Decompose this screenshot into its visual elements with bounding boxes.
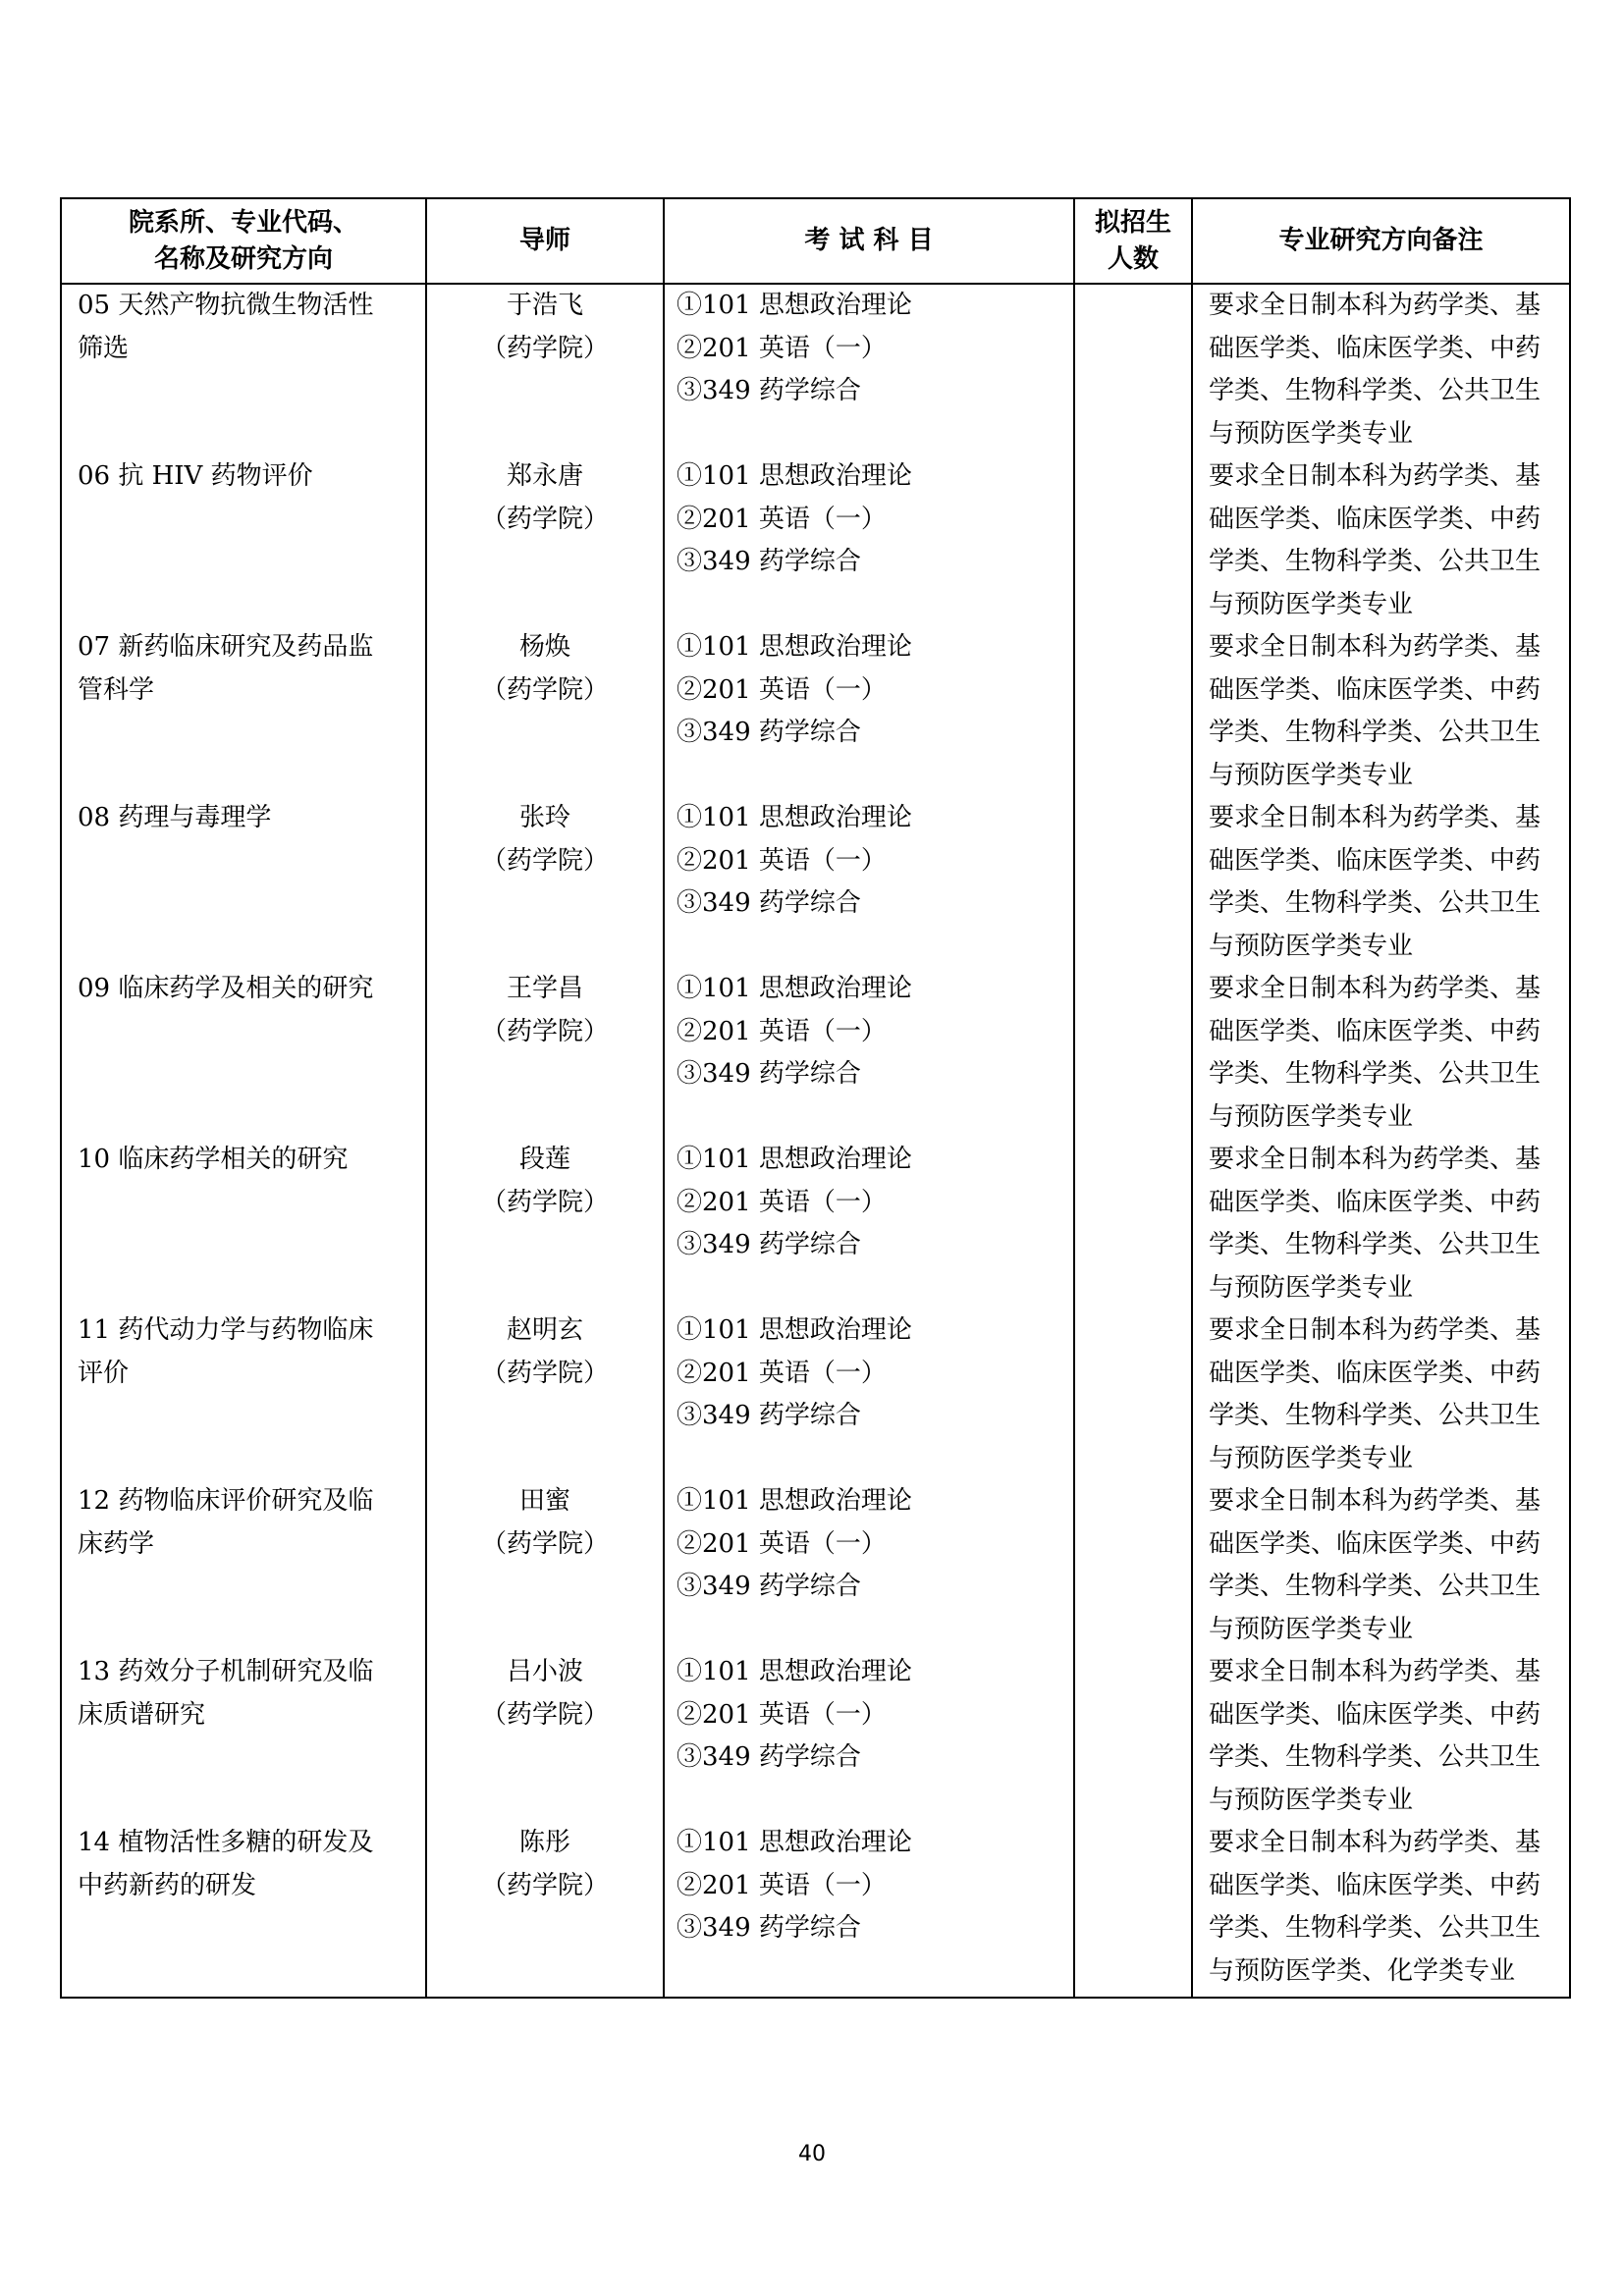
supervisor-affiliation: （药学院）: [480, 1358, 609, 1388]
supervisor-affiliation: （药学院）: [480, 845, 609, 876]
supervisor-affiliation: （药学院）: [480, 1187, 609, 1217]
notes-cell: [1192, 284, 1570, 455]
exam-subject: ②201 英语（一）: [677, 1699, 887, 1730]
exam-subject: ③349 药学综合: [677, 718, 861, 747]
exam-subject: ②201 英语（一）: [677, 504, 887, 534]
table-row: [61, 1309, 1570, 1480]
quota-cell: [1074, 1139, 1192, 1309]
exam-subject: ②201 英语（一）: [677, 845, 887, 876]
quota-cell: [1074, 626, 1192, 797]
note-line: 与预防医学类、化学类专业: [1209, 1955, 1516, 1986]
header-quota-line-1: 拟招生: [1094, 207, 1171, 238]
supervisor-name: 陈彤: [518, 1828, 570, 1857]
research-direction-line: 中药新药的研发: [78, 1870, 257, 1900]
exam-subjects-cell: [664, 1309, 1074, 1480]
exam-subject: ③349 药学综合: [677, 1230, 861, 1259]
research-direction-line: 床药学: [78, 1528, 155, 1559]
research-direction-cell: [61, 1822, 426, 1998]
note-line: 学类、生物科学类、公共卫生: [1209, 1913, 1542, 1943]
research-direction-line: 管科学: [78, 674, 155, 705]
research-direction-cell: [61, 1139, 426, 1309]
supervisor-cell: [426, 1651, 664, 1822]
note-line: 学类、生物科学类、公共卫生: [1209, 1059, 1542, 1089]
note-line: 学类、生物科学类、公共卫生: [1209, 1401, 1542, 1430]
note-line: 要求全日制本科为药学类、基: [1209, 974, 1542, 1003]
exam-subject: ③349 药学综合: [677, 888, 861, 918]
header-subjects: 考 试 科 目: [664, 198, 1074, 284]
exam-subject: ①101 思想政治理论: [677, 803, 912, 832]
table-row: [61, 455, 1570, 626]
research-direction-cell: [61, 284, 426, 455]
note-line: 要求全日制本科为药学类、基: [1209, 632, 1542, 662]
table-row: [61, 1822, 1570, 1998]
note-line: 学类、生物科学类、公共卫生: [1209, 1230, 1542, 1259]
page-number: 40: [798, 2142, 826, 2166]
research-direction-cell: [61, 1480, 426, 1651]
exam-subject: ②201 英语（一）: [677, 333, 887, 363]
exam-subject: ③349 药学综合: [677, 547, 861, 576]
research-direction-line: 14 植物活性多糖的研发及: [78, 1828, 374, 1857]
supervisor-affiliation: （药学院）: [480, 1016, 609, 1046]
research-direction-cell: [61, 1651, 426, 1822]
table-row: [61, 284, 1570, 455]
exam-subject: ③349 药学综合: [677, 376, 861, 405]
exam-subject: ②201 英语（一）: [677, 1016, 887, 1046]
exam-subjects-cell: [664, 284, 1074, 455]
research-direction-line: 07 新药临床研究及药品监: [78, 632, 374, 662]
note-line: 础医学类、临床医学类、中药: [1209, 333, 1542, 363]
note-line: 要求全日制本科为药学类、基: [1209, 1315, 1542, 1345]
supervisor-cell: [426, 1309, 664, 1480]
exam-subject: ②201 英语（一）: [677, 1870, 887, 1900]
note-line: 学类、生物科学类、公共卫生: [1209, 1742, 1542, 1772]
header-notes: 专业研究方向备注: [1192, 198, 1570, 284]
research-direction-line: 06 抗 HIV 药物评价: [78, 461, 313, 491]
note-line: 础医学类、临床医学类、中药: [1209, 845, 1542, 876]
table-row: [61, 797, 1570, 968]
supervisor-affiliation: （药学院）: [480, 1870, 609, 1900]
exam-subject: ①101 思想政治理论: [677, 1486, 912, 1516]
header-quota-line-2: 人数: [1107, 243, 1159, 274]
research-direction-line: 床质谱研究: [78, 1699, 206, 1730]
research-direction-line: 筛选: [78, 333, 130, 363]
supervisor-name: 杨焕: [518, 632, 570, 662]
supervisor-cell: [426, 968, 664, 1139]
research-direction-line: 12 药物临床评价研究及临: [78, 1486, 374, 1516]
exam-subjects-cell: [664, 1822, 1074, 1998]
note-line: 要求全日制本科为药学类、基: [1209, 1828, 1542, 1857]
note-line: 础医学类、临床医学类、中药: [1209, 504, 1542, 534]
note-line: 础医学类、临床医学类、中药: [1209, 1358, 1542, 1388]
table-row: [61, 626, 1570, 797]
notes-cell: [1192, 455, 1570, 626]
note-line: 要求全日制本科为药学类、基: [1209, 291, 1542, 320]
quota-cell: [1074, 968, 1192, 1139]
supervisor-name: 段莲: [518, 1145, 570, 1174]
table-row: [61, 1480, 1570, 1651]
supervisor-name: 于浩飞: [506, 291, 583, 320]
table-body: [61, 284, 1570, 1998]
note-line: 要求全日制本科为药学类、基: [1209, 803, 1542, 832]
research-direction-line: 05 天然产物抗微生物活性: [78, 291, 374, 320]
note-line: 要求全日制本科为药学类、基: [1209, 461, 1542, 491]
exam-subject: ②201 英语（一）: [677, 1187, 887, 1217]
note-line: 础医学类、临床医学类、中药: [1209, 1528, 1542, 1559]
exam-subject: ②201 英语（一）: [677, 1358, 887, 1388]
exam-subjects-cell: [664, 626, 1074, 797]
note-line: 要求全日制本科为药学类、基: [1209, 1657, 1542, 1686]
table-row: [61, 1651, 1570, 1822]
note-line: 与预防医学类专业: [1209, 418, 1414, 449]
exam-subject: ①101 思想政治理论: [677, 1657, 912, 1686]
exam-subject: ③349 药学综合: [677, 1401, 861, 1430]
header-quota: [1074, 198, 1192, 284]
supervisor-cell: [426, 284, 664, 455]
research-direction-cell: [61, 1309, 426, 1480]
note-line: 础医学类、临床医学类、中药: [1209, 1016, 1542, 1046]
supervisor-name: 吕小波: [506, 1657, 583, 1686]
supervisor-affiliation: （药学院）: [480, 504, 609, 534]
enrollment-table: [60, 197, 1571, 1999]
notes-cell: [1192, 1480, 1570, 1651]
research-direction-cell: [61, 797, 426, 968]
research-direction-cell: [61, 626, 426, 797]
quota-cell: [1074, 1822, 1192, 1998]
exam-subject: ①101 思想政治理论: [677, 1315, 912, 1345]
exam-subjects-cell: [664, 1651, 1074, 1822]
exam-subject: ①101 思想政治理论: [677, 1828, 912, 1857]
exam-subjects-cell: [664, 455, 1074, 626]
notes-cell: [1192, 797, 1570, 968]
quota-cell: [1074, 797, 1192, 968]
exam-subject: ③349 药学综合: [677, 1913, 861, 1943]
header-supervisor: 导师: [426, 198, 664, 284]
note-line: 要求全日制本科为药学类、基: [1209, 1486, 1542, 1516]
notes-cell: [1192, 1139, 1570, 1309]
quota-cell: [1074, 455, 1192, 626]
exam-subject: ①101 思想政治理论: [677, 974, 912, 1003]
research-direction-line: 评价: [78, 1358, 130, 1388]
header-direction-line-2: 名称及研究方向: [153, 243, 333, 274]
note-line: 学类、生物科学类、公共卫生: [1209, 888, 1542, 918]
quota-cell: [1074, 1651, 1192, 1822]
notes-cell: [1192, 1309, 1570, 1480]
research-direction-cell: [61, 968, 426, 1139]
header-direction-line-1: 院系所、专业代码、: [128, 207, 358, 238]
notes-cell: [1192, 1822, 1570, 1998]
note-line: 础医学类、临床医学类、中药: [1209, 1187, 1542, 1217]
exam-subjects-cell: [664, 1139, 1074, 1309]
research-direction-line: 08 药理与毒理学: [78, 803, 272, 832]
note-line: 础医学类、临床医学类、中药: [1209, 1699, 1542, 1730]
supervisor-cell: [426, 1139, 664, 1309]
supervisor-cell: [426, 626, 664, 797]
exam-subject: ①101 思想政治理论: [677, 291, 912, 320]
note-line: 学类、生物科学类、公共卫生: [1209, 547, 1542, 576]
supervisor-name: 赵明玄: [506, 1315, 583, 1345]
supervisor-affiliation: （药学院）: [480, 1528, 609, 1559]
supervisor-name: 张玲: [518, 803, 570, 832]
research-direction-line: 11 药代动力学与药物临床: [78, 1315, 374, 1345]
quota-cell: [1074, 284, 1192, 455]
exam-subject: ③349 药学综合: [677, 1742, 861, 1772]
note-line: 与预防医学类专业: [1209, 589, 1414, 619]
notes-cell: [1192, 968, 1570, 1139]
research-direction-line: 13 药效分子机制研究及临: [78, 1657, 374, 1686]
supervisor-cell: [426, 1480, 664, 1651]
supervisor-affiliation: （药学院）: [480, 674, 609, 705]
exam-subject: ①101 思想政治理论: [677, 1145, 912, 1174]
supervisor-cell: [426, 797, 664, 968]
supervisor-affiliation: （药学院）: [480, 333, 609, 363]
note-line: 与预防医学类专业: [1209, 1101, 1414, 1132]
note-line: 学类、生物科学类、公共卫生: [1209, 376, 1542, 405]
quota-cell: [1074, 1480, 1192, 1651]
table-header-row: [61, 198, 1570, 284]
exam-subject: ①101 思想政治理论: [677, 632, 912, 662]
supervisor-cell: [426, 455, 664, 626]
research-direction-line: 09 临床药学及相关的研究: [78, 974, 374, 1003]
note-line: 与预防医学类专业: [1209, 1614, 1414, 1644]
supervisor-name: 王学昌: [506, 974, 583, 1003]
exam-subjects-cell: [664, 1480, 1074, 1651]
note-line: 要求全日制本科为药学类、基: [1209, 1145, 1542, 1174]
note-line: 与预防医学类专业: [1209, 1443, 1414, 1473]
research-direction-line: 10 临床药学相关的研究: [78, 1145, 349, 1174]
note-line: 学类、生物科学类、公共卫生: [1209, 718, 1542, 747]
note-line: 与预防医学类专业: [1209, 1272, 1414, 1303]
exam-subject: ②201 英语（一）: [677, 1528, 887, 1559]
supervisor-affiliation: （药学院）: [480, 1699, 609, 1730]
note-line: 础医学类、临床医学类、中药: [1209, 674, 1542, 705]
note-line: 与预防医学类专业: [1209, 760, 1414, 790]
notes-cell: [1192, 1651, 1570, 1822]
note-line: 学类、生物科学类、公共卫生: [1209, 1572, 1542, 1601]
note-line: 与预防医学类专业: [1209, 931, 1414, 961]
supervisor-name: 田蜜: [518, 1486, 570, 1516]
research-direction-cell: [61, 455, 426, 626]
exam-subject: ②201 英语（一）: [677, 674, 887, 705]
note-line: 与预防医学类专业: [1209, 1785, 1414, 1815]
note-line: 础医学类、临床医学类、中药: [1209, 1870, 1542, 1900]
table-row: [61, 968, 1570, 1139]
supervisor-name: 郑永唐: [506, 461, 583, 491]
quota-cell: [1074, 1309, 1192, 1480]
exam-subject: ③349 药学综合: [677, 1572, 861, 1601]
notes-cell: [1192, 626, 1570, 797]
exam-subjects-cell: [664, 797, 1074, 968]
exam-subject: ①101 思想政治理论: [677, 461, 912, 491]
supervisor-cell: [426, 1822, 664, 1998]
table-row: [61, 1139, 1570, 1309]
exam-subjects-cell: [664, 968, 1074, 1139]
header-direction: [61, 198, 426, 284]
exam-subject: ③349 药学综合: [677, 1059, 861, 1089]
